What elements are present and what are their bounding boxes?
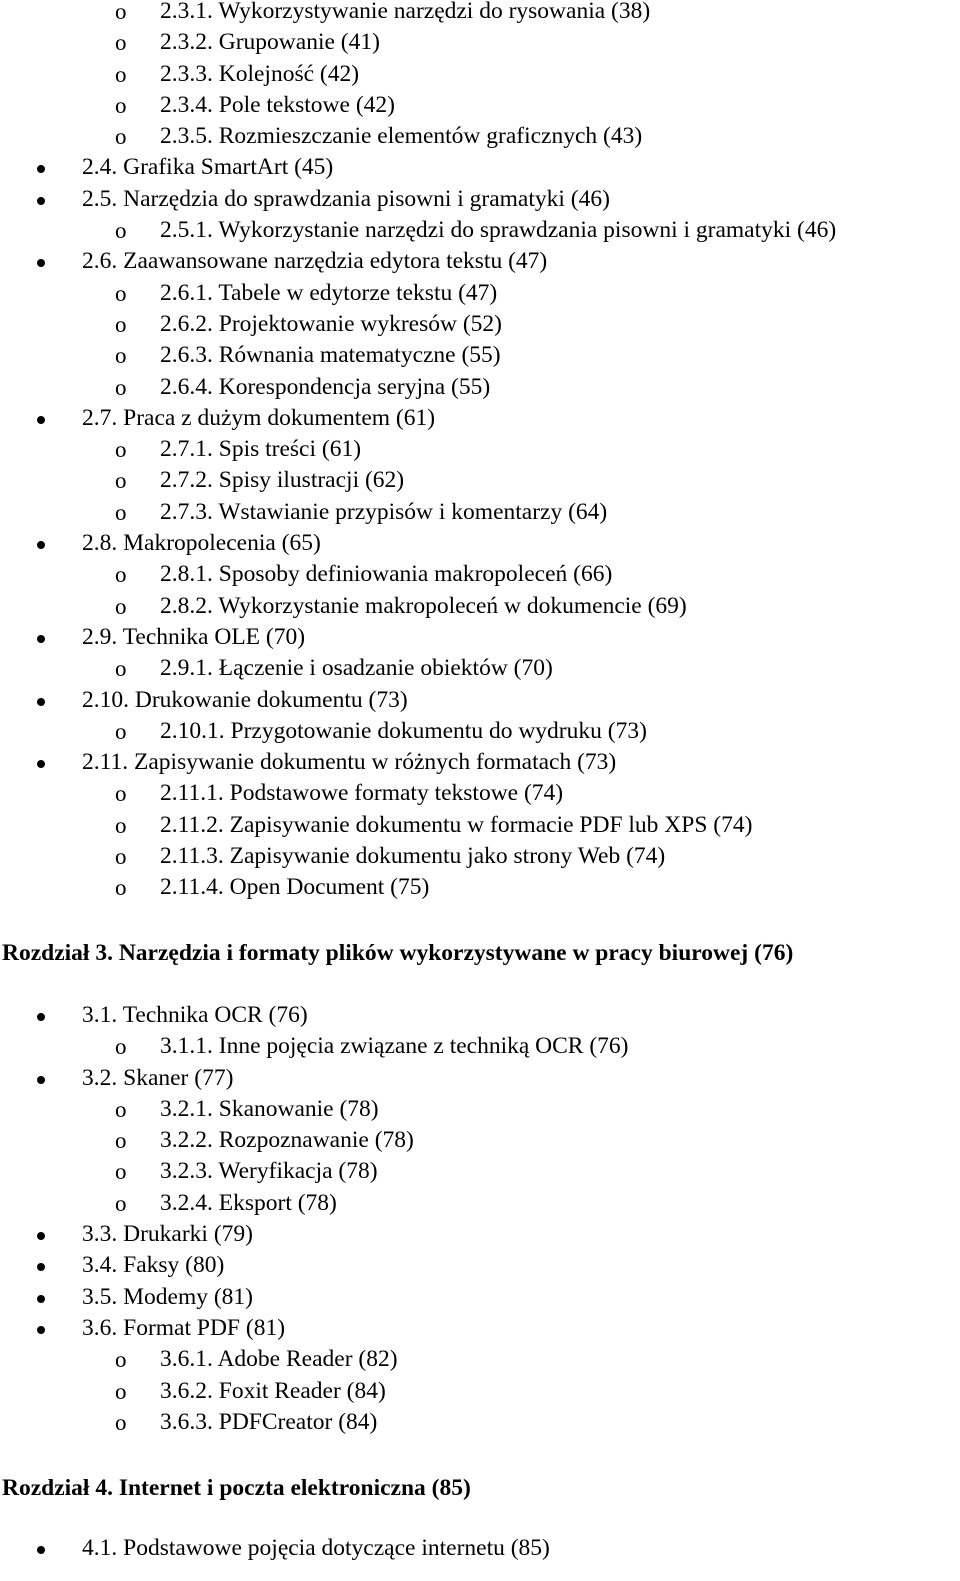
toc-section-item [0, 1000, 960, 1031]
bullet-disc-icon [37, 635, 45, 643]
toc-subsection-item [0, 0, 960, 27]
bullet-circle-icon: o [115, 1409, 127, 1435]
bullet-circle-icon: o [115, 374, 127, 400]
bullet-disc-icon [37, 541, 45, 549]
toc-entry-text: 2.3.4. Pole tekstowe (42) [160, 91, 395, 118]
bullet-circle-icon: o [115, 812, 127, 838]
toc-subsection-item [0, 1031, 960, 1062]
toc-entry-text: 2.7. Praca z dużym dokumentem (61) [82, 404, 436, 431]
bullet-circle-icon: o [115, 218, 127, 244]
bullet-circle-icon: o [115, 875, 127, 901]
toc-entry-text: 2.8. Makropolecenia (65) [82, 530, 321, 557]
bullet-disc-icon [37, 1326, 45, 1334]
toc-section-item [0, 1313, 960, 1344]
toc-entry-text: 4.1. Podstawowe pojęcia dotyczące internetu (85) [82, 1535, 550, 1561]
toc-entry-text: 2.9. Technika OLE (70) [82, 623, 306, 650]
toc-subsection-item [0, 1188, 960, 1219]
toc-entry-text: 2.10. Drukowanie dokumentu (73) [82, 686, 408, 713]
bullet-disc-icon [37, 1013, 45, 1021]
bullet-circle-icon: o [115, 718, 127, 744]
toc-subsection-item [0, 841, 960, 872]
bullet-disc-icon [37, 1232, 45, 1240]
toc-subsection-item [0, 434, 960, 465]
toc-entry-text: 2.6. Zaawansowane narzędzia edytora tekstu (47) [82, 248, 548, 275]
toc-entry-text: 3.6.3. PDFCreator (84) [160, 1408, 378, 1435]
toc-subsection-item [0, 1125, 960, 1156]
toc-subsection-item [0, 340, 960, 371]
toc-subsection-item [0, 716, 960, 747]
toc-entry-text: 2.11.4. Open Document (75) [160, 874, 430, 901]
bullet-circle-icon: o [115, 1096, 127, 1122]
toc-subsection-item [0, 1094, 960, 1125]
bullet-disc-icon [37, 760, 45, 768]
bullet-circle-icon: o [115, 468, 127, 494]
toc-subsection-item [0, 121, 960, 152]
toc-entry-text: 2.8.1. Sposoby definiowania makropoleceń (66) [160, 561, 613, 588]
toc-entry-text: 2.6.2. Projektowanie wykresów (52) [160, 310, 502, 337]
bullet-circle-icon: o [115, 1159, 127, 1185]
bullet-disc-icon [37, 416, 45, 424]
toc-entry-text: 2.7.3. Wstawianie przypisów i komentarzy (64) [160, 498, 608, 525]
toc-entry-text: 2.6.3. Równania matematyczne (55) [160, 342, 501, 369]
bullet-circle-icon: o [115, 437, 127, 463]
bullet-circle-icon: o [115, 92, 127, 118]
toc-subsection-item [0, 559, 960, 590]
bullet-circle-icon: o [115, 0, 127, 24]
toc-entry-text: 2.7.2. Spisy ilustracji (62) [160, 467, 405, 494]
toc-entry-text: 3.4. Faksy (80) [82, 1252, 225, 1279]
toc-subsection-item [0, 90, 960, 121]
toc-section-item [0, 1533, 960, 1564]
toc-subsection-item [0, 309, 960, 340]
chapter-4-heading: Rozdział 4. Internet i poczta elektroniczna (85) [2, 1475, 471, 1501]
toc-section-item [0, 403, 960, 434]
toc-subsection-item [0, 778, 960, 809]
toc-entry-text: 2.11.3. Zapisywanie dokumentu jako strony Web (74) [160, 843, 666, 870]
bullet-circle-icon: o [115, 499, 127, 525]
toc-entry-text: 2.11.1. Podstawowe formaty tekstowe (74) [160, 780, 564, 807]
toc-section-item [0, 747, 960, 778]
toc-entry-text: 3.2.2. Rozpoznawanie (78) [160, 1127, 414, 1154]
toc-subsection-item [0, 810, 960, 841]
bullet-circle-icon: o [115, 61, 127, 87]
toc-entry-text: 2.4. Grafika SmartArt (45) [82, 154, 334, 181]
toc-list-chapter-3 [0, 1000, 960, 1438]
toc-entry-text: 2.9.1. Łączenie i osadzanie obiektów (70) [160, 655, 553, 682]
bullet-disc-icon [37, 165, 45, 173]
toc-entry-text: 2.8.2. Wykorzystanie makropoleceń w dokumencie (69) [160, 592, 687, 619]
toc-entry-text: 3.6.2. Foxit Reader (84) [160, 1377, 386, 1404]
toc-entry-text: 3.1. Technika OCR (76) [82, 1002, 308, 1028]
toc-entry-text: 3.5. Modemy (81) [82, 1283, 254, 1310]
bullet-disc-icon [37, 1263, 45, 1271]
bullet-circle-icon: o [115, 1190, 127, 1216]
toc-subsection-item [0, 1156, 960, 1187]
bullet-disc-icon [37, 1546, 45, 1554]
toc-entry-text: 2.6.4. Korespondencja seryjna (55) [160, 373, 491, 400]
toc-section-item [0, 685, 960, 716]
toc-list-chapter-4 [0, 1533, 960, 1564]
toc-entry-text: 2.6.1. Tabele w edytorze tekstu (47) [160, 279, 498, 306]
toc-entry-text: 2.3.1. Wykorzystywanie narzędzi do rysowania (38) [160, 0, 651, 24]
toc-section-item [0, 622, 960, 653]
toc-section-item [0, 1250, 960, 1281]
bullet-circle-icon: o [115, 656, 127, 682]
toc-entry-text: 3.2.3. Weryfikacja (78) [160, 1158, 378, 1185]
bullet-circle-icon: o [115, 1128, 127, 1154]
toc-subsection-item [0, 59, 960, 90]
bullet-circle-icon: o [115, 1347, 127, 1373]
bullet-circle-icon: o [115, 781, 127, 807]
toc-entry-text: 2.7.1. Spis treści (61) [160, 436, 362, 463]
bullet-circle-icon: o [115, 124, 127, 150]
toc-entry-text: 3.2.4. Eksport (78) [160, 1189, 337, 1216]
toc-entry-text: 2.5. Narzędzia do sprawdzania pisowni i gramatyki (46) [82, 185, 610, 212]
toc-subsection-item [0, 372, 960, 403]
toc-section-item [0, 528, 960, 559]
toc-entry-text: 3.2. Skaner (77) [82, 1064, 234, 1091]
toc-section-item [0, 246, 960, 277]
toc-subsection-item [0, 215, 960, 246]
toc-section-item [0, 152, 960, 183]
toc-section-item [0, 184, 960, 215]
toc-entry-text: 3.6.1. Adobe Reader (82) [160, 1346, 398, 1373]
bullet-circle-icon: o [115, 1034, 127, 1060]
toc-entry-text: 2.3.3. Kolejność (42) [160, 60, 360, 87]
toc-subsection-item [0, 465, 960, 496]
bullet-disc-icon [37, 1295, 45, 1303]
toc-entry-text: 2.11.2. Zapisywanie dokumentu w formacie PDF lub XPS (74) [160, 811, 753, 838]
toc-entry-text: 2.3.5. Rozmieszczanie elementów graficznych (43) [160, 123, 643, 150]
toc-entry-text: 2.11. Zapisywanie dokumentu w różnych formatach (73) [82, 749, 617, 776]
toc-subsection-item [0, 1407, 960, 1438]
toc-subsection-item [0, 653, 960, 684]
toc-subsection-item [0, 27, 960, 58]
bullet-circle-icon: o [115, 844, 127, 870]
bullet-disc-icon [37, 1076, 45, 1084]
toc-subsection-item [0, 497, 960, 528]
bullet-circle-icon: o [115, 30, 127, 56]
toc-subsection-item [0, 1344, 960, 1375]
toc-section-item [0, 1282, 960, 1313]
toc-entry-text: 2.3.2. Grupowanie (41) [160, 29, 380, 56]
toc-section-item [0, 1219, 960, 1250]
toc-entry-text: 3.2.1. Skanowanie (78) [160, 1095, 379, 1122]
toc-entry-text: 2.5.1. Wykorzystanie narzędzi do sprawdzania pisowni i gramatyki (46) [160, 217, 837, 244]
toc-subsection-item [0, 278, 960, 309]
toc-subsection-item [0, 1376, 960, 1407]
bullet-circle-icon: o [115, 562, 127, 588]
bullet-circle-icon: o [115, 593, 127, 619]
toc-subsection-item [0, 591, 960, 622]
toc-entry-text: 3.1.1. Inne pojęcia związane z techniką OCR (76) [160, 1033, 629, 1060]
bullet-circle-icon: o [115, 1378, 127, 1404]
chapter-3-heading: Rozdział 3. Narzędzia i formaty plików wykorzystywane w pracy biurowej (76) [2, 940, 794, 966]
bullet-circle-icon: o [115, 311, 127, 337]
bullet-circle-icon: o [115, 280, 127, 306]
toc-entry-text: 3.6. Format PDF (81) [82, 1314, 286, 1341]
toc-section-item [0, 1063, 960, 1094]
toc-entry-text: 2.10.1. Przygotowanie dokumentu do wydruku (73) [160, 717, 647, 744]
bullet-disc-icon [37, 197, 45, 205]
bullet-disc-icon [37, 698, 45, 706]
toc-subsection-item [0, 872, 960, 903]
bullet-disc-icon [37, 259, 45, 267]
toc-entry-text: 3.3. Drukarki (79) [82, 1221, 253, 1248]
bullet-circle-icon: o [115, 343, 127, 369]
